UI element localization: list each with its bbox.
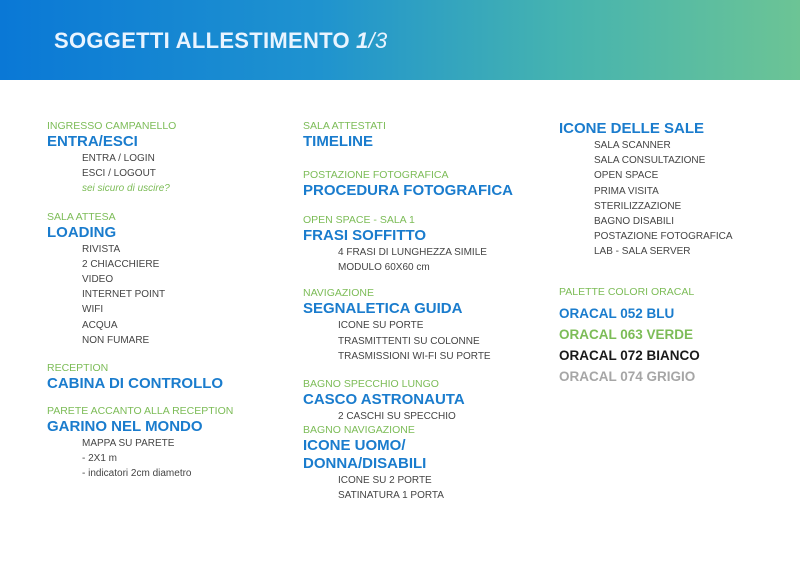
- list-item: ICONE SU 2 PORTE: [338, 475, 432, 487]
- item-list: [47, 242, 277, 348]
- list-item: MODULO 60X60 cm: [338, 262, 430, 274]
- list-item: NON FUMARE: [82, 334, 150, 346]
- list-item: LAB - SALA SERVER: [594, 246, 691, 258]
- section-heading: ICONE DELLE SALE: [559, 120, 705, 137]
- item-list: [559, 138, 789, 260]
- section-heading: GARINO NEL MONDO: [47, 418, 203, 436]
- column-3: [559, 120, 789, 387]
- section-label: INGRESSO CAMPANELLO: [47, 120, 177, 132]
- page-title-text: SOGGETTI ALLESTIMENTO: [54, 28, 350, 53]
- item-list: [303, 409, 543, 424]
- palette-swatch-verde: ORACAL 063 VERDE: [559, 326, 694, 342]
- list-item: 2 CHIACCHIERE: [82, 258, 160, 270]
- list-item: ACQUA: [82, 319, 118, 331]
- list-item: OPEN SPACE: [594, 170, 659, 182]
- section-loading: [47, 211, 277, 348]
- section-heading: PROCEDURA FOTOGRAFICA: [303, 182, 513, 199]
- list-item: VIDEO: [82, 274, 114, 286]
- section-label: RECEPTION: [47, 362, 109, 375]
- section-icone-delle-sale: [559, 120, 789, 260]
- section-heading: FRASI SOFFITTO: [303, 227, 427, 244]
- palette-label: PALETTE COLORI ORACAL: [559, 285, 695, 298]
- section-procedura-fotografica: [303, 169, 543, 200]
- page-number-current: 1: [355, 28, 369, 53]
- section-casco-astronauta: [303, 378, 543, 424]
- section-garino-nel-mondo: [47, 405, 277, 482]
- palette-swatch-grigio: ORACAL 074 GRIGIO: [559, 368, 696, 384]
- section-timeline: [303, 120, 543, 151]
- section-label: OPEN SPACE - SALA 1: [303, 214, 415, 226]
- section-label: SALA ATTESTATI: [303, 120, 386, 132]
- list-item: ICONE SU PORTE: [338, 320, 424, 332]
- header-banner: [0, 0, 800, 80]
- section-heading: CABINA DI CONTROLLO: [47, 375, 224, 393]
- list-item: INTERNET POINT: [82, 289, 166, 301]
- section-label: BAGNO NAVIGAZIONE: [303, 424, 415, 437]
- item-list: [47, 151, 277, 197]
- list-item: SALA CONSULTAZIONE: [594, 155, 706, 167]
- section-label: NAVIGAZIONE: [303, 287, 374, 300]
- list-item: PRIMA VISITA: [594, 185, 659, 197]
- section-label: PARETE ACCANTO ALLA RECEPTION: [47, 405, 234, 418]
- item-list: [303, 245, 543, 275]
- list-item: RIVISTA: [82, 243, 121, 255]
- list-item: SALA SCANNER: [594, 140, 671, 151]
- section-heading: CASCO ASTRONAUTA: [303, 391, 465, 409]
- page-number-total: /3: [368, 28, 388, 53]
- item-list: [47, 436, 277, 482]
- palette-swatch-bianco: ORACAL 072 BIANCO: [559, 347, 700, 363]
- section-palette-colori: [559, 286, 789, 387]
- list-item: 4 FRASI DI LUNGHEZZA SIMILE: [338, 247, 487, 258]
- list-item: STERILIZZAZIONE: [594, 200, 682, 212]
- item-list: [303, 318, 543, 364]
- section-cabina-di-controllo: [47, 362, 277, 393]
- list-item: ENTRA / LOGIN: [82, 153, 155, 164]
- section-heading: TIMELINE: [303, 133, 373, 150]
- section-entra-esci: [47, 120, 277, 197]
- section-icone-uomo-donna-disabili: [303, 424, 543, 503]
- section-heading: SEGNALETICA GUIDA: [303, 300, 463, 318]
- list-item: SATINATURA 1 PORTA: [338, 490, 444, 502]
- column-1: [47, 120, 277, 482]
- section-heading: LOADING: [47, 223, 117, 241]
- section-label: SALA ATTESA: [47, 210, 116, 223]
- section-heading-line-2: DONNA/DISABILI: [303, 455, 427, 473]
- section-label: BAGNO SPECCHIO LUNGO: [303, 378, 439, 391]
- list-item: MAPPA SU PARETE: [82, 438, 175, 450]
- list-item: POSTAZIONE FOTOGRAFICA: [594, 231, 733, 243]
- list-item: ESCI / LOGOUT: [82, 168, 156, 180]
- section-heading: ICONE UOMO/: [303, 437, 406, 455]
- section-note: sei sicuro di uscire?: [82, 183, 170, 195]
- list-item: WIFI: [82, 304, 104, 316]
- list-item: TRASMITTENTI SU COLONNE: [338, 335, 480, 347]
- list-item: 2 CASCHI SU SPECCHIO: [338, 411, 456, 423]
- column-2: [303, 120, 543, 504]
- section-segnaletica-guida: [303, 287, 543, 364]
- item-list: [303, 473, 543, 503]
- list-item: - indicatori 2cm diametro: [82, 468, 192, 480]
- section-heading: ENTRA/ESCI: [47, 133, 138, 150]
- list-item: BAGNO DISABILI: [594, 216, 675, 228]
- page-title: [54, 28, 387, 54]
- palette-swatch-blu: ORACAL 052 BLU: [559, 305, 675, 321]
- list-item: - 2X1 m: [82, 453, 118, 465]
- list-item: TRASMISSIONI WI-FI SU PORTE: [338, 350, 491, 362]
- section-frasi-soffitto: [303, 214, 543, 275]
- section-label: POSTAZIONE FOTOGRAFICA: [303, 169, 449, 181]
